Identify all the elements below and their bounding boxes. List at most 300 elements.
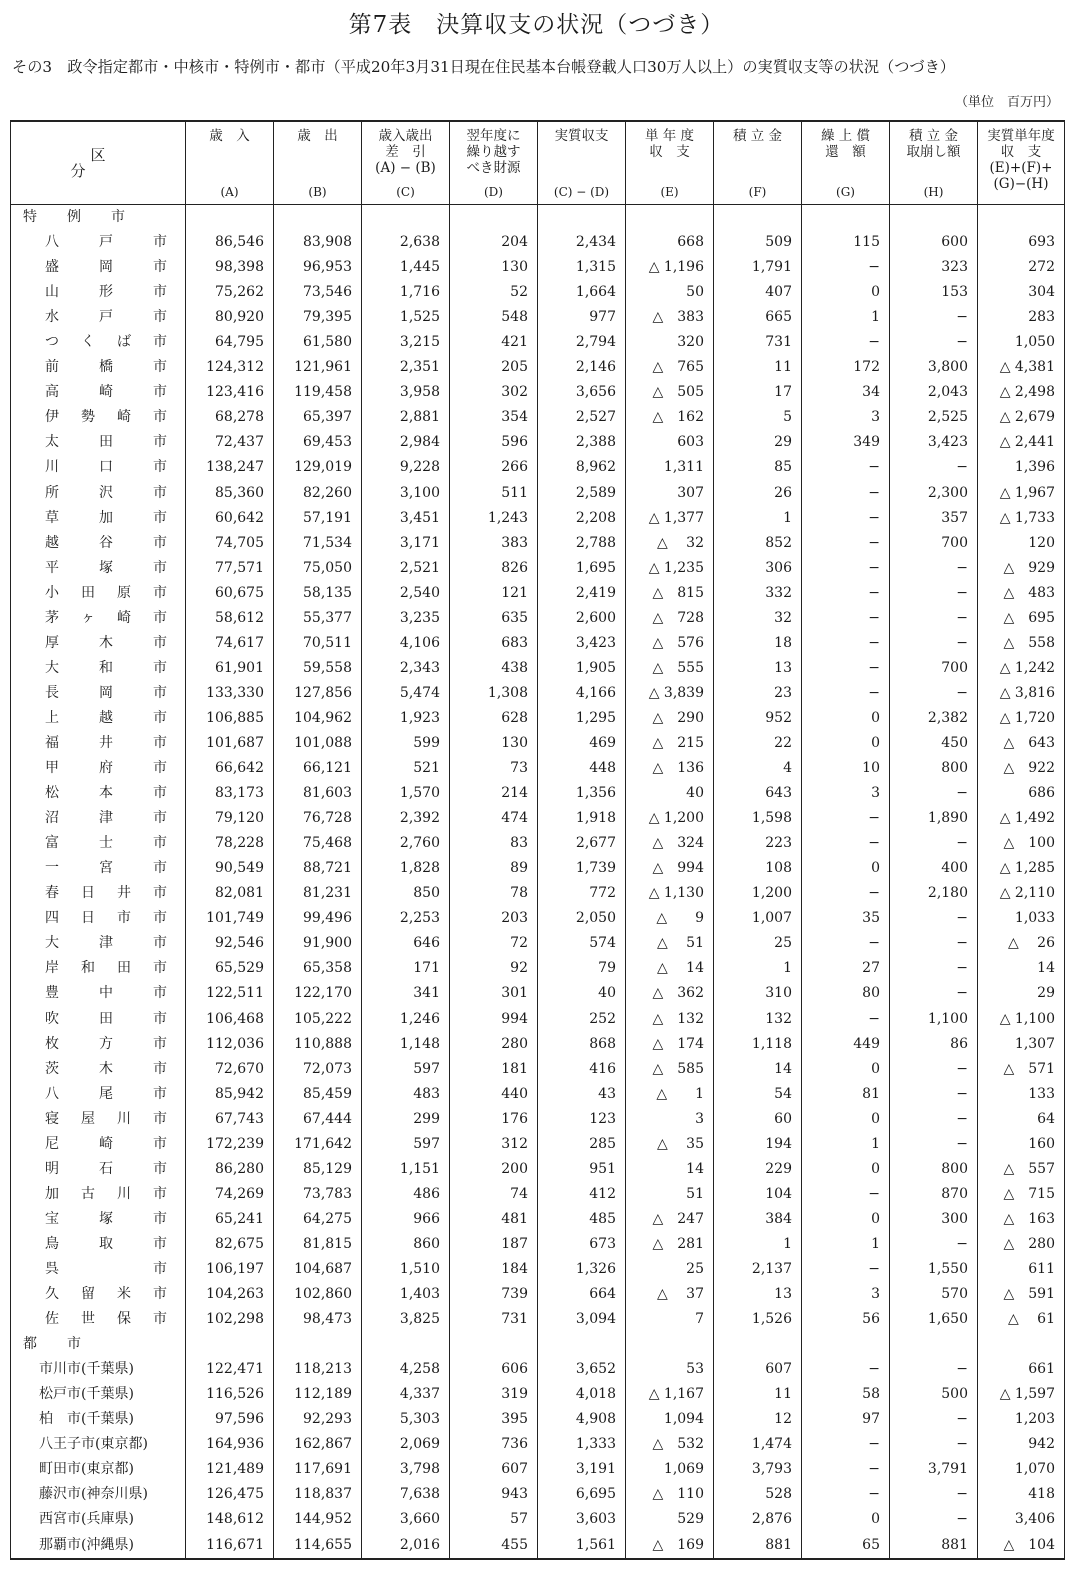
table-cell: − <box>802 1482 890 1507</box>
table-cell: 607 <box>714 1357 802 1382</box>
table-row <box>11 606 1065 631</box>
table-cell: − <box>890 781 978 806</box>
table-cell: 1,396 <box>978 455 1065 480</box>
table-cell: 596 <box>450 430 538 455</box>
city-name: 松 本 市 <box>11 781 186 806</box>
table-row <box>11 1107 1065 1132</box>
table-cell: 2,253 <box>362 906 450 931</box>
table-cell: − <box>890 1407 978 1432</box>
table-cell: △ 483 <box>978 581 1065 606</box>
table-cell: 7 <box>626 1307 714 1332</box>
table-cell: − <box>890 1357 978 1382</box>
table-cell: 67,743 <box>186 1107 274 1132</box>
table-cell: 1,550 <box>890 1257 978 1282</box>
table-cell: △ 585 <box>626 1057 714 1082</box>
table-cell: 25 <box>626 1257 714 1282</box>
table-cell: 17 <box>714 380 802 405</box>
table-cell: 4,258 <box>362 1357 450 1382</box>
table-cell: 184 <box>450 1257 538 1282</box>
city-name: 高 崎 市 <box>11 380 186 405</box>
table-cell: 4,166 <box>538 681 626 706</box>
table-cell: 628 <box>450 706 538 731</box>
table-cell: 106,885 <box>186 706 274 731</box>
column-header <box>362 121 450 205</box>
table-cell: △ 3,839 <box>626 681 714 706</box>
table-row <box>11 581 1065 606</box>
table-cell: − <box>890 631 978 656</box>
table-cell: 693 <box>978 230 1065 255</box>
table-cell: 23 <box>714 681 802 706</box>
category-row <box>11 205 1065 231</box>
table-cell: 3,603 <box>538 1507 626 1532</box>
table-cell: △ 104 <box>978 1532 1065 1558</box>
column-header <box>802 121 890 205</box>
table-cell: 3,406 <box>978 1507 1065 1532</box>
table-cell: − <box>802 506 890 531</box>
table-row <box>11 1482 1065 1507</box>
table-cell: 481 <box>450 1207 538 1232</box>
table-cell: 994 <box>450 1007 538 1032</box>
table-row <box>11 1057 1065 1082</box>
table-cell: − <box>802 881 890 906</box>
table-cell: △ 51 <box>626 931 714 956</box>
table-cell: 96,953 <box>274 255 362 280</box>
table-cell <box>802 1332 890 1357</box>
table-cell: 3,094 <box>538 1307 626 1332</box>
table-header <box>11 121 1065 205</box>
table-cell: 2,760 <box>362 831 450 856</box>
table-cell: 3 <box>802 405 890 430</box>
table-row <box>11 831 1065 856</box>
table-cell: 14 <box>626 1157 714 1182</box>
table-cell: △ 4,381 <box>978 355 1065 380</box>
table-cell: △ 2,441 <box>978 430 1065 455</box>
table-cell: 283 <box>978 305 1065 330</box>
table-cell: 1,315 <box>538 255 626 280</box>
table-cell: 81,815 <box>274 1232 362 1257</box>
table-cell: 3,791 <box>890 1457 978 1482</box>
table-cell: − <box>802 931 890 956</box>
table-cell: − <box>890 556 978 581</box>
table-cell: 12 <box>714 1407 802 1432</box>
table-cell: 881 <box>714 1532 802 1558</box>
table-cell: 2,525 <box>890 405 978 430</box>
table-cell: △ 1,733 <box>978 506 1065 531</box>
table-cell: 1,403 <box>362 1282 450 1307</box>
table-row <box>11 430 1065 455</box>
table-cell: − <box>890 330 978 355</box>
table-cell: 126,475 <box>186 1482 274 1507</box>
table-cell: 450 <box>890 731 978 756</box>
table-cell: 25 <box>714 931 802 956</box>
table-cell: 90,549 <box>186 856 274 881</box>
table-cell: 106,197 <box>186 1257 274 1282</box>
table-row <box>11 631 1065 656</box>
table-cell: 1,664 <box>538 280 626 305</box>
city-name: 寝 屋 川 市 <box>11 1107 186 1132</box>
table-cell: 1,295 <box>538 706 626 731</box>
table-cell: 32 <box>714 606 802 631</box>
table-row <box>11 856 1065 881</box>
table-cell: − <box>802 581 890 606</box>
table-cell: △ 383 <box>626 305 714 330</box>
table-cell: 79 <box>538 956 626 981</box>
table-row <box>11 656 1065 681</box>
table-cell: 117,691 <box>274 1457 362 1482</box>
table-cell: − <box>802 1357 890 1382</box>
table-cell: 4,337 <box>362 1382 450 1407</box>
table-cell: 104 <box>714 1182 802 1207</box>
table-cell: 4,106 <box>362 631 450 656</box>
column-header-code: (E) <box>660 185 679 199</box>
column-header <box>626 121 714 205</box>
table-cell: 123 <box>538 1107 626 1132</box>
table-cell: 1,069 <box>626 1457 714 1482</box>
table-row <box>11 1432 1065 1457</box>
table-cell: 2,388 <box>538 430 626 455</box>
table-cell: 529 <box>626 1507 714 1532</box>
table-cell <box>274 205 362 231</box>
table-cell: 266 <box>450 455 538 480</box>
table-cell: 122,471 <box>186 1357 274 1382</box>
table-cell: 606 <box>450 1357 538 1382</box>
city-name: 四 日 市 市 <box>11 906 186 931</box>
city-name: 枚 方 市 <box>11 1032 186 1057</box>
table-cell: 2,392 <box>362 806 450 831</box>
table-cell: 81,231 <box>274 881 362 906</box>
table-cell: 74,617 <box>186 631 274 656</box>
table-cell: − <box>890 831 978 856</box>
table-cell: 383 <box>450 531 538 556</box>
table-cell: 300 <box>890 1207 978 1232</box>
table-cell: 40 <box>626 781 714 806</box>
table-cell: 54 <box>714 1082 802 1107</box>
table-cell: 119,458 <box>274 380 362 405</box>
table-cell: 98,398 <box>186 255 274 280</box>
city-name: 茅 ヶ 崎 市 <box>11 606 186 631</box>
table-cell: 5 <box>714 405 802 430</box>
table-cell: 68,278 <box>186 405 274 430</box>
city-name: 小 田 原 市 <box>11 581 186 606</box>
table-cell: 85 <box>714 455 802 480</box>
table-cell: 104,687 <box>274 1257 362 1282</box>
table-cell: 50 <box>626 280 714 305</box>
table-cell: 942 <box>978 1432 1065 1457</box>
table-row <box>11 1157 1065 1182</box>
table-cell: − <box>802 631 890 656</box>
table-row <box>11 380 1065 405</box>
table-cell: 79,120 <box>186 806 274 831</box>
table-cell: 97,596 <box>186 1407 274 1432</box>
table-row <box>11 1407 1065 1432</box>
table-cell: 187 <box>450 1232 538 1257</box>
table-cell: 3,423 <box>538 631 626 656</box>
table-cell: 860 <box>362 1232 450 1257</box>
table-cell: 438 <box>450 656 538 681</box>
table-cell: 85,942 <box>186 1082 274 1107</box>
table-cell: 57 <box>450 1507 538 1532</box>
table-cell: 55,377 <box>274 606 362 631</box>
table-cell: − <box>890 1132 978 1157</box>
city-name: 山 形 市 <box>11 280 186 305</box>
table-row <box>11 230 1065 255</box>
city-name: 水 戸 市 <box>11 305 186 330</box>
city-name: つ く ば 市 <box>11 330 186 355</box>
table-cell: 1,923 <box>362 706 450 731</box>
table-cell: 1 <box>714 956 802 981</box>
table-row <box>11 706 1065 731</box>
table-cell: △ 174 <box>626 1032 714 1057</box>
table-cell: 881 <box>890 1532 978 1558</box>
column-header <box>890 121 978 205</box>
table-cell: △ 1,196 <box>626 255 714 280</box>
table-cell: 75,468 <box>274 831 362 856</box>
table-cell: − <box>802 330 890 355</box>
table-cell: 116,671 <box>186 1532 274 1558</box>
column-header-label: 積 立 金 <box>732 128 783 144</box>
city-name: 大 津 市 <box>11 931 186 956</box>
table-cell: 29 <box>978 981 1065 1006</box>
table-cell: 133,330 <box>186 681 274 706</box>
table-cell: − <box>890 1057 978 1082</box>
column-header <box>978 121 1065 205</box>
table-cell: 611 <box>978 1257 1065 1282</box>
table-cell: △ 1,100 <box>978 1007 1065 1032</box>
table-cell: △ 1,492 <box>978 806 1065 831</box>
table-cell: 14 <box>978 956 1065 981</box>
table-cell <box>890 1332 978 1357</box>
table-row <box>11 280 1065 305</box>
table-cell: 118,213 <box>274 1357 362 1382</box>
table-cell: 418 <box>978 1482 1065 1507</box>
table-cell: 673 <box>538 1232 626 1257</box>
table-cell <box>714 1332 802 1357</box>
table-cell: − <box>890 606 978 631</box>
table-cell: 57,191 <box>274 506 362 531</box>
column-header-label: 歳 出 <box>297 128 338 144</box>
city-name: 所 沢 市 <box>11 481 186 506</box>
table-cell: 528 <box>714 1482 802 1507</box>
table-cell: 105,222 <box>274 1007 362 1032</box>
table-cell: 1,716 <box>362 280 450 305</box>
table-cell: △ 715 <box>978 1182 1065 1207</box>
table-row <box>11 1082 1065 1107</box>
table-cell: 22 <box>714 731 802 756</box>
table-cell: 148,612 <box>186 1507 274 1532</box>
city-name: 松戸市(千葉県) <box>11 1382 186 1407</box>
table-cell: 64,795 <box>186 330 274 355</box>
table-cell: 1,148 <box>362 1032 450 1057</box>
table-row <box>11 956 1065 981</box>
table-cell: 86 <box>890 1032 978 1057</box>
table-cell: 449 <box>802 1032 890 1057</box>
table-cell: 0 <box>802 1207 890 1232</box>
city-name: 鳥 取 市 <box>11 1232 186 1257</box>
table-cell: 731 <box>714 330 802 355</box>
table-row <box>11 931 1065 956</box>
table-cell: 171,642 <box>274 1132 362 1157</box>
table-cell: 112,189 <box>274 1382 362 1407</box>
table-cell: 570 <box>890 1282 978 1307</box>
table-cell: 599 <box>362 731 450 756</box>
table-row <box>11 1532 1065 1558</box>
table-cell: △ 728 <box>626 606 714 631</box>
table-cell: 101,088 <box>274 731 362 756</box>
table-cell: △ 922 <box>978 756 1065 781</box>
table-cell: 56 <box>802 1307 890 1332</box>
table-cell: 943 <box>450 1482 538 1507</box>
table-cell: 144,952 <box>274 1507 362 1532</box>
table-cell <box>538 1332 626 1357</box>
table-cell: 3,451 <box>362 506 450 531</box>
table-cell: 384 <box>714 1207 802 1232</box>
table-cell: 1,050 <box>978 330 1065 355</box>
table-cell <box>626 205 714 231</box>
table-cell: 2,788 <box>538 531 626 556</box>
city-name: 尼 崎 市 <box>11 1132 186 1157</box>
table-cell: 1,474 <box>714 1432 802 1457</box>
table-body <box>11 205 1065 1559</box>
city-name: 岸 和 田 市 <box>11 956 186 981</box>
table-cell: 354 <box>450 405 538 430</box>
table-cell: 65,241 <box>186 1207 274 1232</box>
category-label: 特例市 <box>11 205 186 231</box>
table-cell: 65 <box>802 1532 890 1558</box>
table-cell: △ 1,377 <box>626 506 714 531</box>
table-cell: 1,311 <box>626 455 714 480</box>
unit-label: （単位 百万円） <box>954 95 1059 110</box>
table-cell: 736 <box>450 1432 538 1457</box>
table-cell: 132 <box>714 1007 802 1032</box>
table-cell <box>450 1332 538 1357</box>
table-cell: △ 576 <box>626 631 714 656</box>
city-name: 加 古 川 市 <box>11 1182 186 1207</box>
table-cell: △ 1,200 <box>626 806 714 831</box>
table-row <box>11 506 1065 531</box>
table-cell: 2,050 <box>538 906 626 931</box>
table-cell: 35 <box>802 906 890 931</box>
table-cell: 1,033 <box>978 906 1065 931</box>
city-name: 甲 府 市 <box>11 756 186 781</box>
table-cell: 122,511 <box>186 981 274 1006</box>
table-cell: 500 <box>890 1382 978 1407</box>
table-cell: 299 <box>362 1107 450 1132</box>
table-cell: 483 <box>362 1082 450 1107</box>
table-cell: 486 <box>362 1182 450 1207</box>
column-header <box>538 121 626 205</box>
table-cell: 320 <box>626 330 714 355</box>
table-cell: 98,473 <box>274 1307 362 1332</box>
table-row <box>11 756 1065 781</box>
table-cell: 58,135 <box>274 581 362 606</box>
table-cell: 82,260 <box>274 481 362 506</box>
table-cell <box>450 205 538 231</box>
table-cell: 600 <box>890 230 978 255</box>
table-cell: 407 <box>714 280 802 305</box>
table-cell: 272 <box>978 255 1065 280</box>
city-name: 西宮市(兵庫県) <box>11 1507 186 1532</box>
table-cell: 40 <box>538 981 626 1006</box>
table-cell: − <box>802 481 890 506</box>
table-cell: 3 <box>626 1107 714 1132</box>
table-row <box>11 806 1065 831</box>
table-row <box>11 405 1065 430</box>
column-header-label: 積 立 金 取崩し額 <box>906 128 961 160</box>
city-name: 佐 世 保 市 <box>11 1307 186 1332</box>
table-cell: 548 <box>450 305 538 330</box>
table-cell: 60,675 <box>186 581 274 606</box>
column-header <box>186 121 274 205</box>
city-name: 市川市(千葉県) <box>11 1357 186 1382</box>
table-cell: 341 <box>362 981 450 1006</box>
table-cell: 2,419 <box>538 581 626 606</box>
table-cell: 852 <box>714 531 802 556</box>
table-row <box>11 681 1065 706</box>
table-cell: 76,728 <box>274 806 362 831</box>
table-cell: 2,069 <box>362 1432 450 1457</box>
table-cell: 86,280 <box>186 1157 274 1182</box>
table-cell: 2,300 <box>890 481 978 506</box>
table-cell: 2,527 <box>538 405 626 430</box>
table-cell: 29 <box>714 430 802 455</box>
table-cell: △ 281 <box>626 1232 714 1257</box>
table-cell: 43 <box>538 1082 626 1107</box>
table-cell: 27 <box>802 956 890 981</box>
table-cell: 64 <box>978 1107 1065 1132</box>
table-cell: △ 1,720 <box>978 706 1065 731</box>
table-cell: 0 <box>802 706 890 731</box>
city-name: 町田市(東京都) <box>11 1457 186 1482</box>
city-name: 吹 田 市 <box>11 1007 186 1032</box>
table-cell: 951 <box>538 1157 626 1182</box>
table-cell: 9,228 <box>362 455 450 480</box>
table-cell: 65,358 <box>274 956 362 981</box>
table-cell: △ 162 <box>626 405 714 430</box>
table-cell: 2,016 <box>362 1532 450 1558</box>
table-cell: 78 <box>450 881 538 906</box>
table-cell: 181 <box>450 1057 538 1082</box>
table-cell: 1,526 <box>714 1307 802 1332</box>
table-cell: △ 61 <box>978 1307 1065 1332</box>
table-cell: 646 <box>362 931 450 956</box>
column-header-label: 繰 上 償 還 額 <box>820 128 871 160</box>
table-cell: 66,121 <box>274 756 362 781</box>
table-cell: − <box>890 956 978 981</box>
table-cell: 133 <box>978 1082 1065 1107</box>
table-cell: 3,798 <box>362 1457 450 1482</box>
table-cell: 88,721 <box>274 856 362 881</box>
table-row <box>11 881 1065 906</box>
table-cell: 121,961 <box>274 355 362 380</box>
table-cell: 302 <box>450 380 538 405</box>
column-header <box>274 121 362 205</box>
table-cell: 2,589 <box>538 481 626 506</box>
table-cell: 51 <box>626 1182 714 1207</box>
table-cell: 1,598 <box>714 806 802 831</box>
table-cell: 5,303 <box>362 1407 450 1432</box>
table-cell: △ 14 <box>626 956 714 981</box>
table-cell <box>186 205 274 231</box>
table-cell: 1 <box>714 506 802 531</box>
table-cell: 5,474 <box>362 681 450 706</box>
column-header-label: 翌年度に 繰り越す べき財源 <box>466 128 521 176</box>
table-cell: 121,489 <box>186 1457 274 1482</box>
table-cell: 1,918 <box>538 806 626 831</box>
table-cell: 474 <box>450 806 538 831</box>
table-cell: 2,677 <box>538 831 626 856</box>
column-header-code: (C) <box>396 185 415 199</box>
table-row <box>11 906 1065 931</box>
